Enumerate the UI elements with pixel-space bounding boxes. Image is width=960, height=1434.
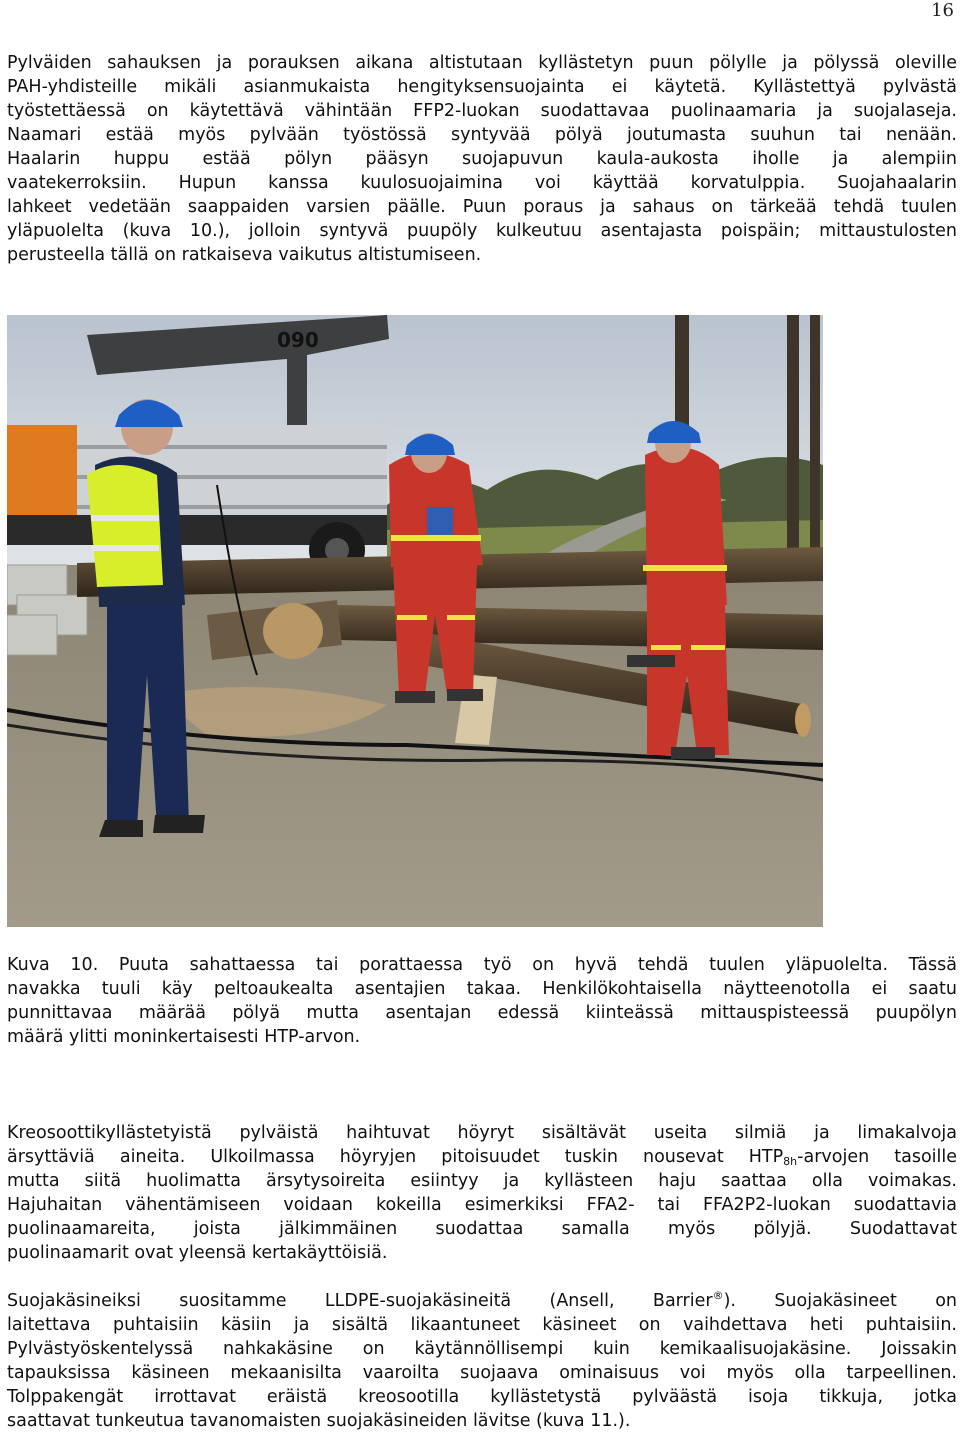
paragraph-1 <box>7 51 957 267</box>
paragraph-2-line: puolinaamarit ovat yleensä kertakäyttöisiä. <box>7 1243 388 1263</box>
htp-subscript: 8h <box>783 1155 798 1168</box>
paragraph-2-line <box>7 1145 957 1169</box>
paragraph-2-line: Kreosoottikyllästetyistä pylväistä haihtuvat höyryt sisältävät useita silmiä ja limakalvoja <box>7 1123 957 1143</box>
registered-mark: ® <box>712 1289 724 1302</box>
caption-line: navakka tuuli käy peltoaukealta asentajien takaa. Henkilökohtaisella näytteenotolla ei saatu <box>7 979 957 999</box>
paragraph-3-line: saattavat tunkeutua tavanomaisten suojakäsineiden lävitse (kuva 11.). <box>7 1411 631 1431</box>
paragraph-1-line: Pylväiden sahauksen ja porauksen aikana altistutaan kyllästetyn puun pölylle ja pölyssä oleville <box>7 53 957 73</box>
paragraph-3-text: Suojakäsineiksi suositamme LLDPE-suojakäsineitä (Ansell, Barrier <box>7 1291 713 1311</box>
paragraph-3-line: Tolppakengät irrottavat eräistä kreosootilla kyllästetystä pylväästä isoja tikkuja, jotka <box>7 1387 957 1407</box>
paragraph-1-line: perusteella tällä on ratkaiseva vaikutus altistumiseen. <box>7 245 482 265</box>
paragraph-1-line: Haalarin huppu estää pölyn pääsyn suojapuvun kaula-aukosta iholle ja alempiin <box>7 149 957 169</box>
caption-line: Kuva 10. Puuta sahattaessa tai porattaessa työ on hyvä tehdä tuulen yläpuolelta. Tässä <box>7 955 957 975</box>
truck-text: 090 <box>277 328 319 352</box>
paragraph-2-text: -arvojen tasoille <box>797 1147 957 1167</box>
paragraph-2-line: puolinaamareita, joista jälkimmäinen suodattaa samalla myös pölyjä. Suodattavat <box>7 1219 957 1239</box>
paragraph-2-line: mutta siitä huolimatta ärsytysoireita esiintyy ja kyllästeen haju saattaa olla voimakas. <box>7 1171 957 1191</box>
paragraph-1-line: yläpuolelta (kuva 10.), jolloin syntyvä puupöly kulkeutuu asentajasta poispäin; mittaustulosten <box>7 221 957 241</box>
paragraph-3-line: Pylvästyöskentelyssä nahkakäsine on käytännöllisempi kuin kemikaalisuojakäsine. Joissakin <box>7 1339 957 1359</box>
workers-sawing-poles-photo <box>7 315 823 927</box>
paragraph-1-line: työstettäessä on käytettävä vähintään FFP2-luokan suodattavaa puolinaamaria ja suojalaseja. <box>7 101 957 121</box>
paragraph-1-line: vaatekerroksiin. Hupun kanssa kuulosuojaimina voi käyttää korvatulppia. Suojahaalarin <box>7 173 957 193</box>
paragraph-3-line: laitettava puhtaisiin käsiin ja sisältä likaantuneet käsineet on vaihdettava heti puhtaisiin. <box>7 1315 957 1335</box>
utility-pole <box>787 315 799 565</box>
caption-line: määrä ylitti moninkertaisesti HTP-arvon. <box>7 1027 361 1047</box>
paragraph-2 <box>7 1121 957 1265</box>
paragraph-2-line: Hajuhaitan vähentämiseen voidaan kokeilla esimerkiksi FFA2- tai FFA2P2-luokan suodattavia <box>7 1195 957 1215</box>
page-number: 16 <box>931 0 954 21</box>
paragraph-3 <box>7 1289 957 1433</box>
paragraph-3-line <box>7 1289 957 1313</box>
paragraph-3-text: ). Suojakäsineet on <box>723 1291 957 1311</box>
caption-line: punnittavaa määrää pölyä mutta asentajan edessä kiinteässä mittauspisteessä puupölyn <box>7 1003 957 1023</box>
utility-pole <box>810 315 820 555</box>
figure-caption <box>7 953 957 1049</box>
paragraph-1-line: lahkeet vedetään saappaiden varsien päälle. Puun poraus ja sahaus on tärkeää tehdä tuulen <box>7 197 957 217</box>
log-end <box>795 703 811 737</box>
paragraph-1-line: PAH-yhdisteille mikäli asianmukaista hengityksensuojainta ei käytetä. Kyllästettyä pylvästä <box>7 77 957 97</box>
paragraph-1-line: Naamari estää myös pylvään työstössä syntyvää pölyä joutumasta suuhun tai nenään. <box>7 125 957 145</box>
paragraph-2-text: ärsyttäviä aineita. Ulkoilmassa höyryjen pitoisuudet tuskin nousevat HTP <box>7 1147 784 1167</box>
paragraph-3-line: tapauksissa käsineen mekaanisilta vaaroilta suojaava ominaisuus voi myös olla tarpeellinen. <box>7 1363 957 1383</box>
